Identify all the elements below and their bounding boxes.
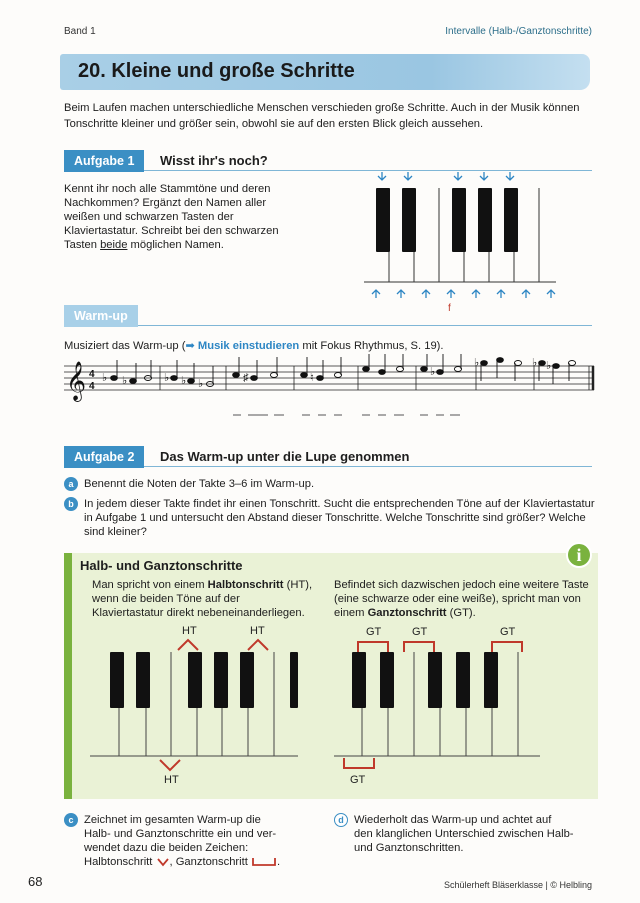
ht-marker [160, 760, 180, 770]
info-icon: i [566, 542, 592, 568]
aufgabe1-title: Wisst ihr's noch? [160, 153, 268, 168]
item-c-text: Zeichnet im gesamten Warm-up die Halb- und Ganztonschritte ein und ver- wendet dazu die beiden Zeichen: Halbtonschritt , Ganztonschritt . [84, 814, 281, 868]
time-signature-top: 4 [89, 369, 95, 380]
note [171, 376, 178, 381]
black-key [504, 188, 518, 252]
svg-text:♭: ♭ [198, 378, 204, 390]
item-b-badge: b [64, 497, 78, 511]
item-a-badge: a [64, 477, 78, 491]
black-key [188, 652, 202, 708]
time-signature-bottom: 4 [89, 381, 95, 392]
black-key [428, 652, 442, 708]
gt-marker [344, 758, 374, 768]
svg-text:♭: ♭ [430, 366, 436, 378]
aufgabe1-text-before: Kennt ihr noch alle Stammtöne und deren Nachkommen? Ergänzt den Namen aller weißen und schwarzen Tasten der Klaviertastatur. Schreibt bei den schwarzen Tasten [64, 183, 279, 251]
note [396, 367, 403, 372]
note [334, 373, 341, 378]
aufgabe1-text [64, 182, 304, 252]
arrow-down-icon [506, 172, 514, 180]
note [437, 370, 444, 375]
note [251, 376, 258, 381]
gt-label-1: GT [366, 626, 382, 638]
publisher: Schülerheft Bläserklasse | © Helbling [443, 880, 592, 890]
gt-label-3: GT [500, 626, 516, 638]
note [379, 370, 386, 375]
gt-marker [358, 642, 388, 652]
treble-clef-icon: 𝄞 [66, 362, 87, 400]
ht-marker [248, 640, 268, 650]
black-key [290, 652, 298, 708]
warmup-label: Warm-up [64, 305, 138, 327]
black-key [380, 652, 394, 708]
gt-sign-icon [251, 857, 277, 867]
svg-text:♭: ♭ [122, 375, 128, 387]
page-title: 20. Kleine und große Schritte [78, 60, 355, 82]
note [497, 358, 504, 363]
link-arrow-icon: ➡ [185, 340, 195, 352]
note [270, 373, 277, 378]
item-d-text: Wiederholt das Warm-up und achtet auf den klanglichen Unterschied zwischen Halb- und Ganztonschritten. [354, 814, 574, 854]
black-key [452, 188, 466, 252]
svg-text:♭: ♭ [164, 372, 170, 384]
arrow-down-icon [480, 172, 488, 180]
arrow-up-icon [472, 290, 480, 298]
note [454, 367, 461, 372]
item-b-text: In jedem dieser Takte findet ihr einen Tonschritt. Sucht die entsprechenden Töne auf der Klaviertastatur in Aufgabe 1 und untersucht den Abstand dieser Tonschritte. Welche Tonschritte sind größer? Welche sind kleiner? [84, 498, 595, 538]
arrow-up-icon [397, 290, 405, 298]
warmup-text [64, 339, 444, 353]
arrow-down-icon [404, 172, 412, 180]
arrow-up-icon [422, 290, 430, 298]
info-right-text: Befindet sich dazwischen jedoch eine weitere Taste (eine schwarze oder eine weiße), spricht man von einem Ganztonschritt (GT). [334, 579, 589, 619]
arrow-up-icon [372, 290, 380, 298]
musik-einstudieren-link[interactable]: Musik einstudieren [197, 340, 300, 352]
info-title: Halb- und Ganztonschritte [80, 558, 243, 573]
black-key [214, 652, 228, 708]
aufgabe2-title: Das Warm-up unter die Lupe genommen [160, 449, 410, 464]
svg-text:♯: ♯ [243, 372, 249, 384]
gt-label-4: GT [350, 774, 366, 786]
note [568, 361, 575, 366]
arrow-up-icon [547, 290, 555, 298]
note [188, 379, 195, 384]
note [130, 379, 137, 384]
item-a-text: Benennt die Noten der Takte 3–6 im Warm-up. [84, 478, 315, 490]
given-note-f: f [448, 303, 451, 314]
gt-marker [404, 642, 434, 652]
note [421, 367, 428, 372]
warmup-text-after: mit Fokus Rhythmus, S. 19). [299, 340, 444, 352]
svg-text:♭: ♭ [546, 360, 552, 372]
note [111, 376, 118, 381]
note [553, 364, 560, 369]
gt-marker [492, 642, 522, 652]
note [317, 376, 324, 381]
black-key [456, 652, 470, 708]
arrow-up-icon [522, 290, 530, 298]
svg-text:♮: ♮ [310, 372, 314, 384]
ht-marker [178, 640, 198, 650]
svg-text:♭: ♭ [102, 372, 108, 384]
info-left-text: Man spricht von einem Halbtonschritt (HT), wenn die beiden Töne auf der Klaviertastatur direkt nebeneinanderliegen. [92, 579, 313, 619]
note [514, 361, 521, 366]
black-key [136, 652, 150, 708]
page-number: 68 [28, 874, 43, 889]
arrow-up-icon [447, 290, 455, 298]
aufgabe2-label: Aufgabe 2 [64, 446, 144, 468]
note [301, 373, 308, 378]
arrow-down-icon [454, 172, 462, 180]
item-d-badge: d [334, 813, 348, 827]
item-c-badge: c [64, 813, 78, 827]
svg-text:♭: ♭ [474, 357, 480, 369]
aufgabe1-keyboard [360, 168, 560, 314]
black-key [402, 188, 416, 252]
gt-label-2: GT [412, 626, 428, 638]
note [363, 367, 370, 372]
svg-text:♭: ♭ [532, 357, 538, 369]
black-key [376, 188, 390, 252]
black-key [110, 652, 124, 708]
note [233, 373, 240, 378]
gt-keyboard [330, 620, 544, 790]
black-key [240, 652, 254, 708]
aufgabe1-label: Aufgabe 1 [64, 150, 144, 172]
ht-keyboard [86, 620, 302, 790]
warmup-rule [64, 325, 592, 326]
ht-label-1: HT [182, 625, 197, 637]
warmup-staff [62, 354, 598, 422]
aufgabe1-text-after: möglichen Namen. [127, 239, 224, 251]
header-band: Band 1 [64, 26, 96, 37]
warmup-text-before: Musiziert das Warm-up ( [64, 340, 186, 352]
intro-text: Beim Laufen machen unterschiedliche Menschen verschieden große Schritte. Auch in der Musik können Tonschritte kleiner und größer sein, obwohl sie auf den ersten Blick gleich aussehen. [64, 102, 580, 130]
ht-label-3: HT [164, 774, 179, 786]
arrow-down-icon [378, 172, 386, 180]
header-topic: Intervalle (Halb-/Ganztonschritte) [445, 26, 592, 37]
black-key [478, 188, 492, 252]
ht-label-2: HT [250, 625, 265, 637]
svg-text:♭: ♭ [181, 375, 187, 387]
aufgabe1-text-underlined: beide [100, 239, 128, 251]
arrow-up-icon [497, 290, 505, 298]
note [481, 361, 488, 366]
note [539, 361, 546, 366]
ht-sign-icon [156, 857, 170, 867]
black-key [484, 652, 498, 708]
black-key [352, 652, 366, 708]
